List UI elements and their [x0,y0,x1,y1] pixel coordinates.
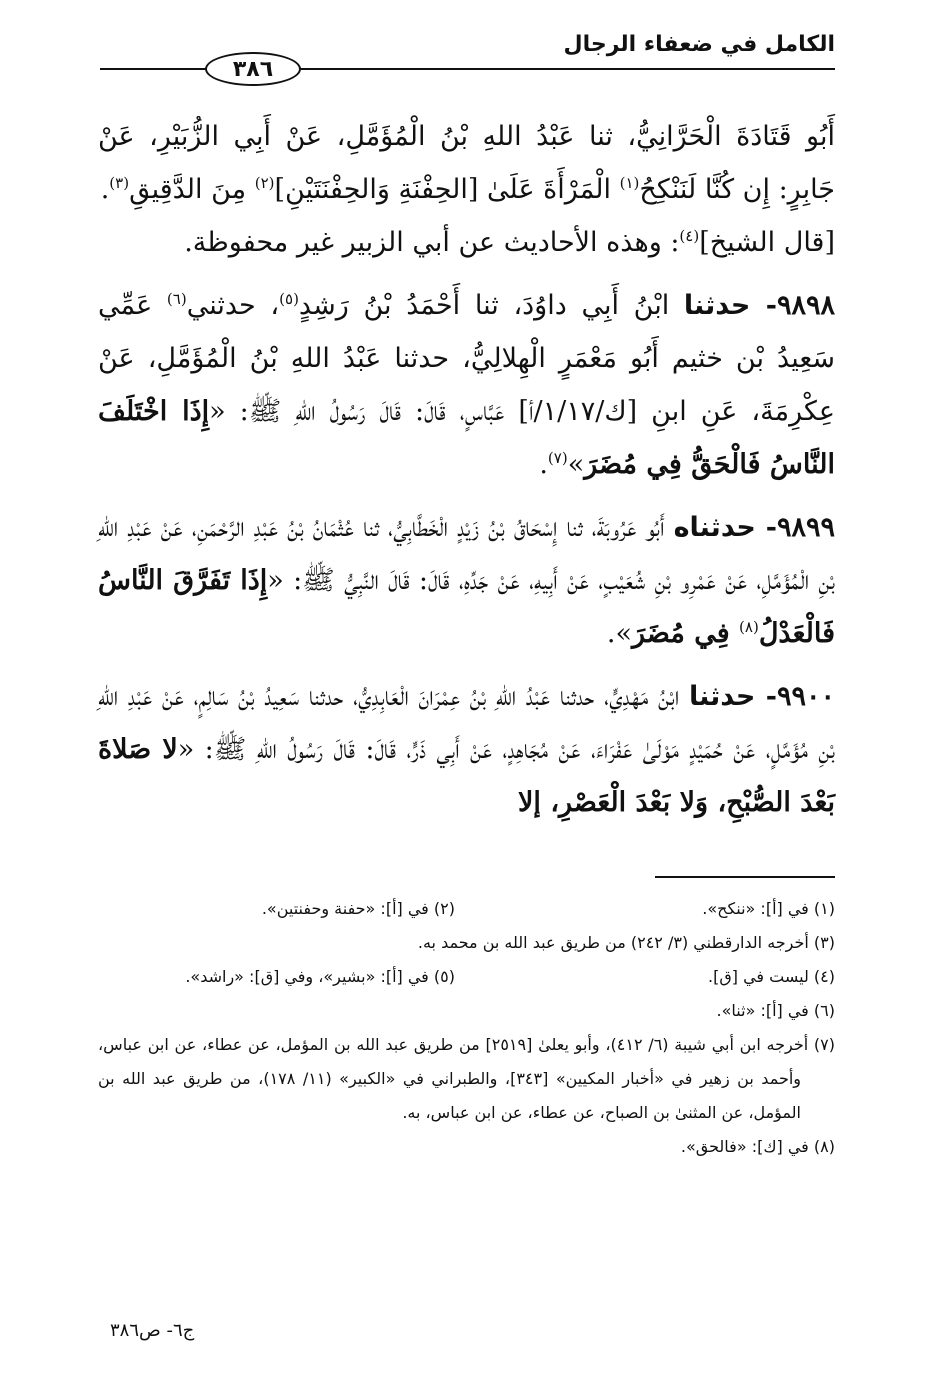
footnote-ref-5: (٥) [279,290,299,308]
footnote-row [98,892,835,926]
footnote-3: (٣) أخرجه الدارقطني (٣/ ٢٤٢) من طريق عبد الله بن محمد به. [417,933,835,952]
hadith-9898: ٩٨٩٨- حدثنا ابْنُ أَبِي داوُدَ، ثنا أَحْمَدُ بْنُ رَشِدٍ$^{(٥)}$، حدثني$^{(٦)}$ عَمِّي سَعِيدُ بْن خثيم أَبُو مَعْمَرٍ الْهِلالِيُّ، حدثنا عَبْدُ اللهِ بْنُ الْمُؤَمَّلِ، عَنْ عِكْرِمَةَ، عَنِ ابنِ [ك/١/١٧/أ] عَبَّاسٍ، قَالَ: قَالَ رَسُولُ اللهِ ﷺ: «إِذَا اخْتَلَفَ النَّاسُ فَالْحَقُّ فِي مُضَرَ»$^{(٧)}$. [98,290,836,480]
running-header [100,28,835,80]
hadith-9900: ٩٩٠٠- حدثنا ابْنُ مَهْدِيٍّ، حدثنا عَبْدُ اللهِ بْنُ عِمْرَانَ الْعَابِدِيُّ، حدثنا سَعِيدُ بْنُ سَالِمٍ، عَنْ عَبْدِ اللهِ بْنِ مُؤَمَّلٍ، عَنْ حُمَيْدٍ مَوْلَىٰ عَفْرَاءَ، عَنْ مُجَاهِدٍ، عَنْ أَبِي ذَرٍّ، قَالَ: قَالَ رَسُولُ اللهِ ﷺ: «لا صَلاةَ بَعْدَ الصُّبْحِ، وَلا بَعْدَ الْعَصْرِ، إلا [98,681,835,818]
footnote-ref-2: (٢) [254,174,275,192]
footnote-ref-7: (٧) [547,449,568,467]
footnote-ref-6: (٦) [166,290,187,308]
narration-keyword: حدثنا [688,681,756,712]
hadith-text: فِي مُضَرَ [632,618,740,649]
hadith-number: ٩٨٩٨- [750,290,836,321]
footnote-6: (٦) في [أ]: «ثنا». [716,1001,835,1020]
footnote-ref-4: (٤) [679,227,700,245]
paragraph-2: [قال الشيخ]$^{(٤)}$: وهذه الأحاديث عن أبي الزبير غير محفوظة. [184,227,835,258]
footnote-7: (٧) أخرجه ابن أبي شيبة (٦/ ٤١٢)، وأبو يعلىٰ [٢٥١٩] من طريق عبد الله بن المؤمل، عن عطاء، عن ابن عباس، وأحمد بن زهير في «أخبار المكيين» [٣٤٣]، والطبراني في «الكبير» (١١/ ١٧٨)، من طريق عبد الله بن المؤمل، عن المثنىٰ بن الصباح، عن عطاء، عن ابن عباس، به. [98,1035,836,1122]
footnote-ref-3: (٣) [109,174,130,192]
book-title: الكامل في ضعفاء الرجال [563,32,835,57]
footnote-1: (١) في [أ]: «ننكح». [702,899,835,918]
hadith-number: ٩٩٠٠- [755,681,835,712]
footnotes [98,892,835,1164]
paragraph-1: أَبُو قَتَادَةَ الْحَرَّانِيُّ، ثنا عَبْدُ اللهِ بْنُ الْمُؤَمَّلِ، عَنْ أَبِي الزُّبَيْرِ، عَنْ جَابِرٍ: إِن كُنَّا لَنَنْكِحُ$^{(١)}$ الْمَرْأَةَ عَلَىٰ [الحِفْنَةِ وَالحِفْنَتَيْنِ]$^{(٢)}$ مِنَ الدَّقِيقِ$^{(٣)}$. [98,121,835,205]
footnote-8: (٨) في [ك]: «فالحق». [680,1137,835,1156]
hadith-text: إِذَا اخْتَلَفَ النَّاسُ فَالْحَقُّ فِي مُضَرَ [98,396,835,480]
footnote-ref-1: (١) [619,174,640,192]
narration-keyword: حدثناه [673,512,756,543]
footnote-4: (٤) ليست في [ق]. [708,967,835,986]
footnote-row [98,1130,835,1164]
footnote-5: (٥) في [أ]: «بشير»، وفي [ق]: «راشد». [185,967,455,986]
footnote-row [98,994,835,1028]
footnote-divider [655,876,835,878]
narration-keyword: حدثنا [683,290,751,321]
page-number: ٣٨٦ [205,52,301,86]
footnote-row [98,960,835,994]
hadith-text: لا صَلاةَ بَعْدَ الصُّبْحِ، وَلا بَعْدَ الْعَصْرِ، إلا [98,734,835,818]
footnote-2: (٢) في [أ]: «حفنة وحفنتين». [261,899,455,918]
hadith-text: إِذَا تَفَرَّقَ النَّاسُ فَالْعَدْلُ [98,565,835,649]
main-text [98,110,835,829]
hadith-number: ٩٨٩٩- [755,512,835,543]
footnote-ref-8: (٨) [739,618,759,636]
hadith-9899: ٩٨٩٩- حدثناه أَبُو عَرُوبَةَ، ثنا إِسْحَاقُ بْنُ زَيْدٍ الْخَطَّابِيُّ، ثنا عُثْمَانُ بْنُ عَبْدِ الرَّحْمَنِ، عَنْ عَبْدِ اللهِ بْنِ الْمُؤَمَّلِ، عَنْ عَمْرِو بْنِ شُعَيْبٍ، عَنْ أَبِيهِ، عَنْ جَدِّهِ، قَالَ: قَالَ النَّبِيُّ ﷺ: «إِذَا تَفَرَّقَ النَّاسُ فَالْعَدْلُ$^{(٨)}$ فِي مُضَرَ». [98,512,835,649]
footnote-row [98,926,835,960]
page-reference: ج٦- ص٣٨٦ [110,1320,195,1341]
